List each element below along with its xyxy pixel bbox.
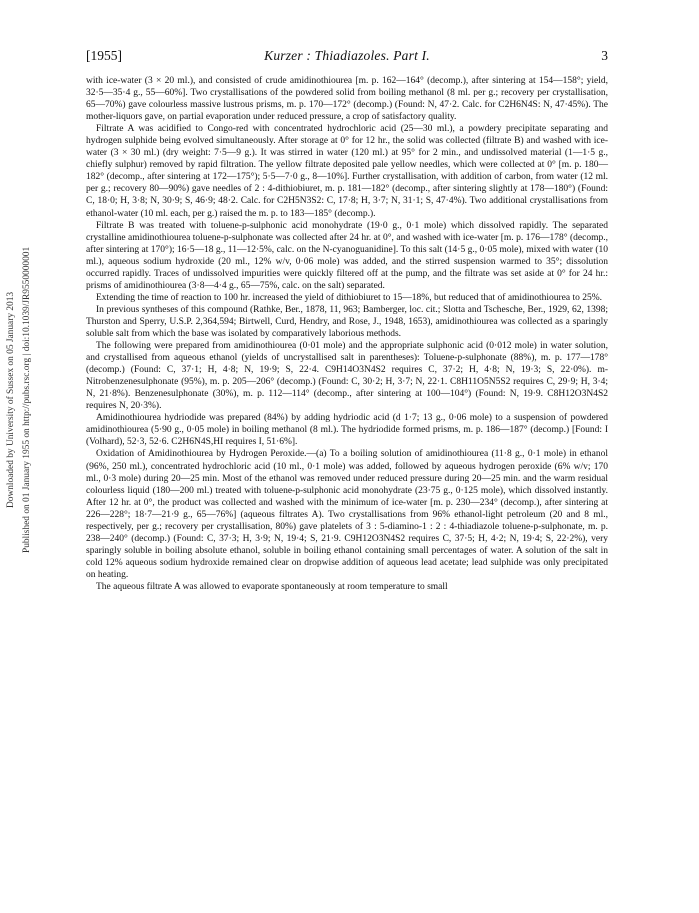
paragraph: Filtrate B was treated with toluene-p-sulphonic acid monohydrate (19·0 g., 0·1 mole) which dissolved rapidly. The separated crystalline amidinothiourea toluene-p-sulphonate was collected after 24 hr. at 0°, and washed with ice-water [m. p. 176—178° (decomp., after sintering at 170°); 16·5—18 g., 11—12·5%, calc. on the N-cyanoguanidine]. To this salt (14·5 g., 0·05 mole), mixed with water (10 ml.), aqueous sodium hydroxide (20 ml., 12% w/v, 0·06 mole) was added, and the stirred suspension warmed to 35°; dissolution occurred rapidly. Traces of undissolved impurities were quickly filtered off at the pump, and the filtrate was set aside at 0° for 24 hr.: prisms of amidinothiourea (3·8—4·4 g., 65—75%, calc. on the salt) separated.: [86, 220, 608, 291]
publication-watermark: Published on 01 January 1955 on http://pubs.rsc.org | doi:10.1039/JR9550000001: [22, 246, 32, 554]
paragraph: Filtrate A was acidified to Congo-red with concentrated hydrochloric acid (25—30 ml.), a powdery precipitate separating and hydrogen sulphide being evolved simultaneously. After storage at 0° for 12 hr., the solid was collected (filtrate B) and washed with ice-water (3 × 30 ml.) (dry weight: 7·5—9 g.). It was stirred in water (120 ml.) at 95° for 2 min., and undissolved material (1—1·5 g., chiefly sulphur) removed by rapid filtration. The yellow filtrate deposited pale yellow needles, which were collected at 0° [m. p. 180—182° (decomp., after sintering at 172—175°); 5·5—7·0 g., 8—10%]. Further crystallisation, with addition of carbon, from water (12 ml. per g.; recovery 80—90%) gave needles of 2 : 4-dithiobiuret, m. p. 181—182° (decomp., after sintering slightly at 178—180°) (Found: C, 18·0; H, 3·8; N, 30·9; S, 46·9; 48·2. Calc. for C2H5N3S2: C, 17·8; H, 3·7; N, 31·1; S, 47·4%). Two additional crystallisations from ethanol-water (10 ml. each, per g.) raised the m. p. to 183—185° (decomp.).: [86, 124, 608, 219]
paragraph: In previous syntheses of this compound (Rathke, Ber., 1878, 11, 963; Bamberger, loc. cit.; Slotta and Tschesche, Ber., 1929, 62, 1398; Thurston and Sperry, U.S.P. 2,364,594; Birtwell, Curd, Hendry, and Rose, J., 1948, 1653), amidinothiourea was collected as a sparingly soluble salt from which the base was isolated by comparatively laborious methods.: [86, 304, 608, 339]
paragraph: Oxidation of Amidinothiourea by Hydrogen Peroxide.—(a) To a boiling solution of amidinothiourea (11·8 g., 0·1 mole) in ethanol (96%, 250 ml.), concentrated hydrochloric acid (10 ml., 0·1 mole) was added, followed by aqueous hydrogen peroxide (6% w/v; 170 ml., 0·3 mole) during 20—25 min. Most of the ethanol was removed under reduced pressure during 20—25 min. and the warm residual colourless liquid (180—200 ml.) treated with toluene-p-sulphonic acid monohydrate (23·75 g., 0·125 mole), which dissolved instantly. After 12 hr. at 0°, the product was collected and washed with the minimum of ice-water [m. p. 230—234° (decomp.), after sintering at 226—228°; 18·7—21·9 g., 65—76%] (aqueous filtrates A). Two crystallisations from 96% ethanol-light petroleum (20 and 8 ml., respectively, per g.; recovery per crystallisation, 80%) gave platelets of 3 : 5-diamino-1 : 2 : 4-thiadiazole toluene-p-sulphonate, m. p. 238—240° (decomp.) (Found: C, 37·3; H, 3·9; N, 19·4; S, 21·9. C9H12O3N4S2 requires C, 37·5; H, 4·2; N, 19·4; S, 22·2%), very sparingly soluble in boiling absolute ethanol, soluble in boiling ethanol containing small percentages of water. A solution of the salt in cold 12% aqueous sodium hydroxide remained clear on dropwise addition of aqueous lead acetate; lead sulphide was only precipitated on heating.: [86, 449, 608, 580]
paragraph: The following were prepared from amidinothiourea (0·01 mole) and the appropriate sulphonic acid (0·012 mole) in water solution, and crystallised from aqueous ethanol (yields of uncrystallised salt in parentheses): Toluene-p-sulphonate (88%), m. p. 177—178° (decomp.) (Found: C, 37·1; H, 4·8; N, 19·9; S, 22·4. C9H14O3N4S2 requires C, 37·2; H, 4·8; N, 19·3; S, 22·0%). m-Nitrobenzenesulphonate (95%), m. p. 205—206° (decomp.) (Found: C, 30·2; H, 3·7; N, 22·1. C8H11O5N5S2 requires C, 29·9; H, 3·4; N, 21·8%). Benzenesulphonate (30%), m. p. 112—114° (decomp., after sintering at 100—104°) (Found: N, 19·9. C8H12O3N4S2 requires N, 20·3%).: [86, 341, 608, 412]
journal-year: [1955]: [86, 48, 122, 63]
paragraph: The aqueous filtrate A was allowed to evaporate spontaneously at room temperature to small: [96, 581, 448, 592]
page-number: 3: [601, 48, 608, 63]
running-header: [86, 48, 608, 66]
download-watermark: Downloaded by University of Sussex on 05 January 2013: [6, 291, 16, 509]
paragraph: Amidinothiourea hydriodide was prepared (84%) by adding hydriodic acid (d 1·7; 13 g., 0·06 mole) to a suspension of powdered amidinothiourea (5·90 g., 0·05 mole) in boiling methanol (8 ml.). The hydriodide formed prisms, m. p. 186—187° (decomp.) [Found: I (Volhard), 52·3, 52·6. C2H6N4S,HI requires I, 51·6%].: [86, 413, 608, 448]
running-title: Kurzer : Thiadiazoles. Part I.: [264, 48, 430, 63]
paragraph: Extending the time of reaction to 100 hr. increased the yield of dithiobiuret to 15—18%, but reduced that of amidinothiourea to 25%.: [96, 292, 603, 303]
article-body: [86, 75, 608, 593]
paragraph: with ice-water (3 × 20 ml.), and consisted of crude amidinothiourea [m. p. 162—164° (decomp.), after sintering at 154—158°; yield, 32·5—35·4 g., 55—60%]. Two crystallisations of the powdered solid from boiling methanol (8 ml. per g.; recovery per crystallisation, 65—70%) gave colourless massive lustrous prisms, m. p. 170—172° (decomp.) (Found: N, 47·2. Calc. for C2H6N4S: N, 47·45%). The mother-liquors gave, on partial evaporation under reduced pressure, a crop of satisfactory quality.: [86, 76, 608, 123]
